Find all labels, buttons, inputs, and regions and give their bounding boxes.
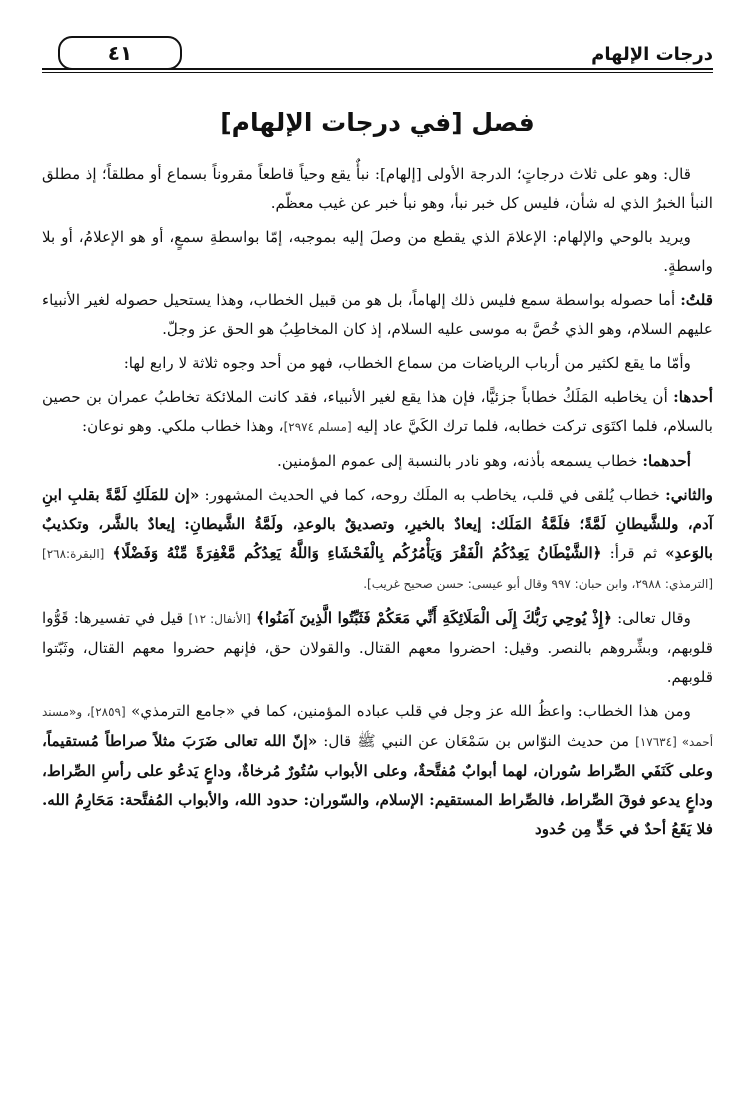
paragraph-9-mid: من حديث النوّاس بن سَمْعَان عن النبي ﷺ قال: <box>323 732 630 750</box>
chapter-title: فصل [في درجات الإلهام] <box>220 108 535 137</box>
paragraph-7-lead: والثاني: <box>665 486 714 504</box>
paragraph-5-lead: أحدها: <box>673 388 713 406</box>
paragraph-7-ref: [البقرة:٢٦٨] [الترمذي: ٢٩٨٨، وابن حبان: ٩٩٧ وقال أبو عيسى: حسن صحيح غريب]. <box>42 547 713 591</box>
paragraph-7 <box>42 481 713 599</box>
paragraph-9 <box>42 697 713 844</box>
paragraph-7-hadith: «إن للمَلَكِ لَمَّةً بقلبِ ابنِ آدم، وللشَّيطانِ لَمَّةً؛ فلَمَّةُ المَلَك: إيعادٌ بالخيرِ، وتصديقٌ بالوعدِ، ولَمَّةُ الشَّيطانِ: إيعادٌ بالشَّر، وتكذيبٌ بالوَعدِ» <box>42 486 714 562</box>
paragraph-5 <box>42 383 713 442</box>
paragraph-7-text: خطاب يُلقى في قلب، يخاطب به الملَك روحه، كما في الحديث المشهور: <box>204 486 660 504</box>
page-number: ٤١ <box>58 36 182 70</box>
paragraph-8 <box>42 604 713 692</box>
paragraph-9-ref: [٢٨٥٩]، و«مسند أحمد» [١٧٦٣٤] <box>42 705 714 749</box>
paragraph-8-lead: وقال تعالى: <box>617 609 692 627</box>
paragraph-9-hadith: «إنّ الله تعالى ضَرَبَ مثلاً صراطاً مُستقيماً، وعلى كَنَفَي الصِّراط سُوران، لهما أبوابٌ مُفتَّحةٌ، وعلى الأبواب سُتُورٌ مُرخاةٌ، وداعٍ يَدعُو على رأسِ الصِّراط، وداعٍ يدعو فوقَ الصِّراط، فالصِّراط المستقيم: الإسلام، والسّوران: حدود الله، والأبواب المُفتَّحة: مَحَارِمُ الله. فلا يَقَعُ أحدٌ في حَدٍّ مِن حُدود <box>42 732 713 838</box>
paragraph-6-text: خطاب يسمعه بأذنه، وهو نادر بالنسبة إلى عموم المؤمنين. <box>277 452 638 470</box>
paragraph-9-text: ومن هذا الخطاب: واعظُ الله عز وجل في قلب عباده المؤمنين، كما في «جامع الترمذي» <box>131 702 692 720</box>
paragraph-5-text: أن يخاطبه المَلَكُ خطاباً جزئيًّا، فإن هذا يقع لغير الأنبياء، فقد كانت الملائكة تخاطبُ عمران بن حصين بالسلام، فلما اكتَوَى تركت خطابه، فلما ترك الكَيَّ عاد إليه <box>42 388 713 435</box>
paragraph-4: وأمّا ما يقع لكثير من أرباب الرياضات من سماع الخطاب، فهو من أحد وجوه ثلاثة لا رابع لها: <box>123 354 691 372</box>
paragraph-7-tail: ثم قرأ: <box>609 544 658 562</box>
paragraph-5-ref: [مسلم ٢٩٧٤] <box>283 420 352 434</box>
body-text <box>42 160 713 849</box>
paragraph-8-quran: ﴿إِذْ يُوحِي رَبُّكَ إِلَى الْمَلَائِكَةِ أَنِّي مَعَكُمْ فَثَبِّتُوا الَّذِينَ آمَنُوا﴾ <box>255 609 612 627</box>
paragraph-7-quran: ﴿الشَّيْطَانُ يَعِدُكُمُ الْفَقْرَ وَيَأْمُرُكُم بِالْفَحْشَاءِ وَاللَّهُ يَعِدُكُم مَّغْفِرَةً مِّنْهُ وَفَضْلًا﴾ <box>112 544 602 562</box>
paragraph-3-text: أما حصوله بواسطة سمع فليس ذلك إلهاماً، بل هو من قبيل الخطاب، وهذا يستحيل حصوله لغير الأنبياء عليهم السلام، وهو الذي خُصَّ به موسى عليه السلام، إذ كان المخاطِبُ هو الحق عز وجلّ. <box>42 291 713 338</box>
paragraph-8-text: قيل في تفسيرها: قَوُّوا قلوبهم، وبشِّروهم بالنصر. وقيل: احضروا معهم القتال. والقولان حق، فإنهم حضروا معهم القتال، وثَبّتوا قلوبهم. <box>42 609 713 686</box>
paragraph-8-ref: [الأنفال: ١٢] <box>188 612 251 626</box>
page-header <box>42 36 713 78</box>
running-title: درجات الإلهام <box>591 44 713 65</box>
paragraph-6-lead: أحدهما: <box>642 452 691 470</box>
paragraph-2: ويريد بالوحي والإلهام: الإعلامَ الذي يقطع من وصلَ إليه بموجبه، إمّا بواسطةِ سمعٍ، أو هو الإعلامُ، أو بلا واسطةٍ. <box>42 228 713 275</box>
paragraph-1: قال: وهو على ثلاث درجاتٍ؛ الدرجة الأولى [إلهام]: نبأٌ يقع وحياً قاطعاً مقروناً بسماع أو مطلقاً؛ إذ مطلق النبأ الخبرُ الذي له شأن، فليس كل خبر نبأ، وهو نبأ خبر عن غيب معظّم. <box>42 165 713 212</box>
paragraph-3 <box>42 286 713 344</box>
paragraph-3-lead: قلتُ: <box>680 291 713 309</box>
paragraph-6 <box>42 447 713 476</box>
paragraph-5-tail: ، وهذا خطاب ملكي. وهو نوعان: <box>81 417 284 435</box>
